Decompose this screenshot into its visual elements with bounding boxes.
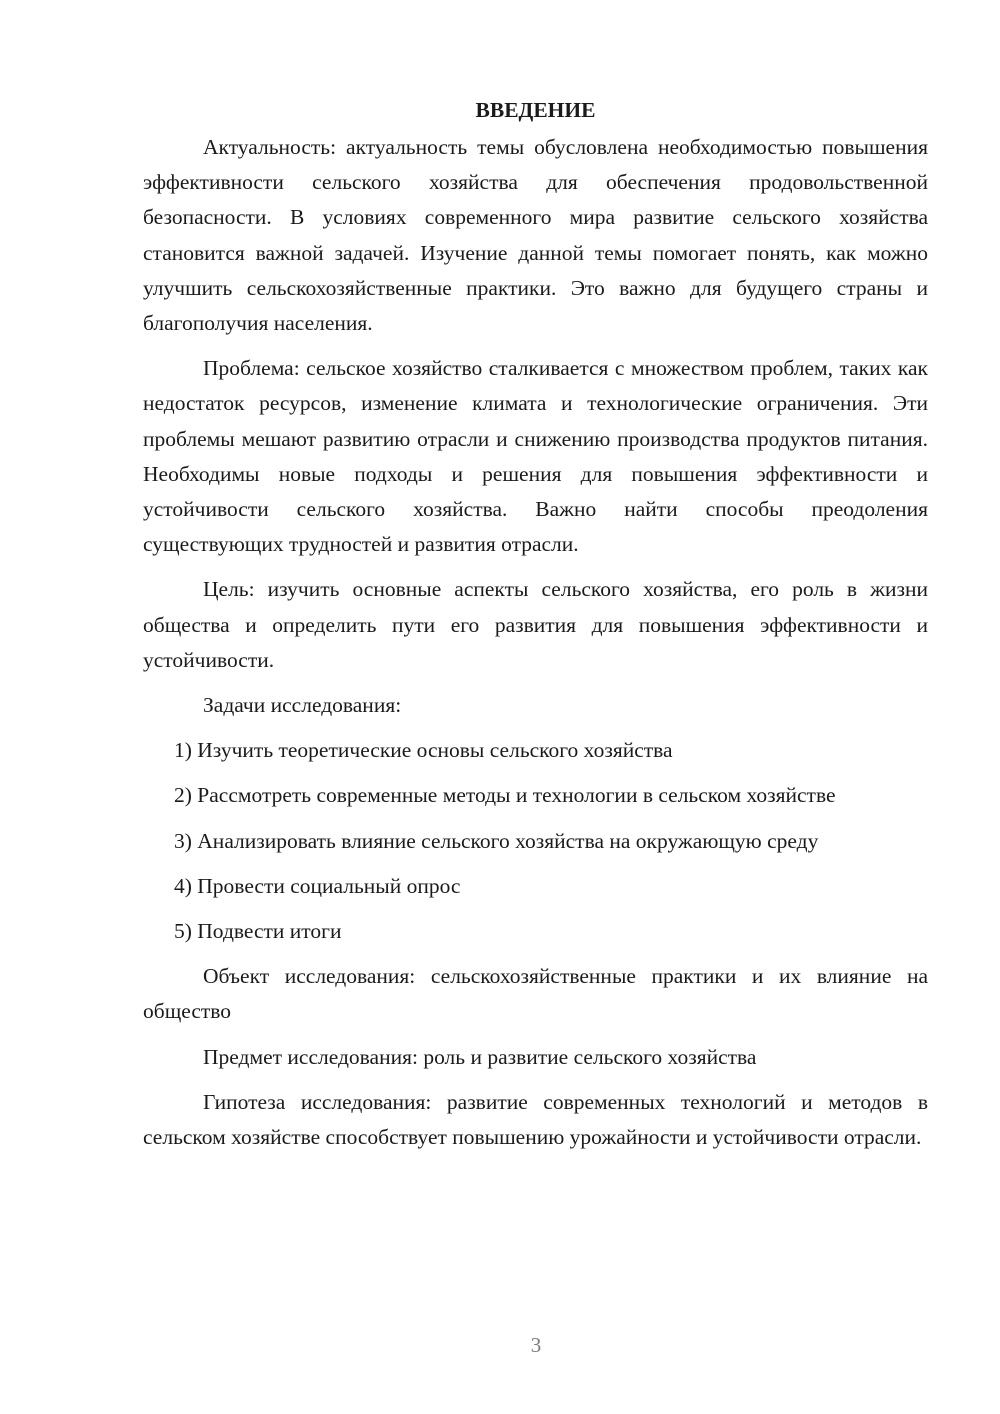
- page-content: [143, 93, 928, 1165]
- tasks-title: Задачи исследования:: [203, 693, 402, 718]
- task-item-1: 1) Изучить теоретические основы сельского хозяйства: [174, 738, 673, 763]
- task-item-3: 3) Анализировать влияние сельского хозяйства на окружающую среду: [174, 828, 819, 853]
- task-item-2: 2) Рассмотреть современные методы и технологии в сельском хозяйстве: [174, 783, 836, 808]
- subject-paragraph: Предмет исследования: роль и развитие сельского хозяйства: [203, 1044, 757, 1069]
- goal-paragraph: Цель: изучить основные аспекты сельского хозяйства, его роль в жизни общества и определить пути его развития для повышения эффективности и устойчивости.: [143, 577, 928, 672]
- hypothesis-paragraph: Гипотеза исследования: развитие современных технологий и методов в сельском хозяйстве способствует повышению урожайности и устойчивости отрасли.: [143, 1089, 928, 1150]
- problem-paragraph: Проблема: сельское хозяйство сталкивается с множеством проблем, таких как недостаток ресурсов, изменение климата и технологические ограничения. Эти проблемы мешают развитию отрасли и снижению производства продуктов питания. Необходимы новые подходы и решения для повышения эффективности и устойчивости сельского хозяйства. Важно найти способы преодоления существующих трудностей и развития отрасли.: [143, 356, 928, 557]
- page-number: 3: [530, 1333, 542, 1357]
- object-paragraph: Объект исследования: сельскохозяйственные практики и их влияние на общество: [143, 964, 928, 1024]
- page-title: ВВЕДЕНИЕ: [475, 98, 596, 122]
- relevance-paragraph: Актуальность: актуальность темы обусловлена необходимостью повышения эффективности сельского хозяйства для обеспечения продовольственной безопасности. В условиях современного мира развитие сельского хозяйства становится важной задачей. Изучение данной темы помогает понять, как можно улучшить сельскохозяйственные практики. Это важно для будущего страны и благополучия населения.: [143, 135, 928, 336]
- task-item-4: 4) Провести социальный опрос: [174, 873, 461, 898]
- task-item-5: 5) Подвести итоги: [174, 919, 342, 944]
